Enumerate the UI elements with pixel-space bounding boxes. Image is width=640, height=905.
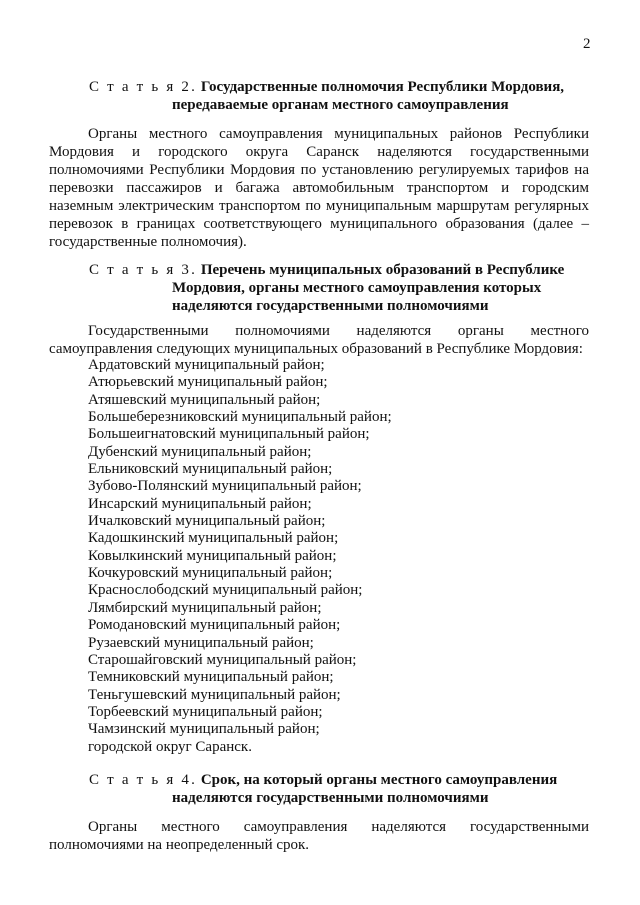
article-4-paragraph — [49, 818, 589, 854]
district-list-item: Лямбирский муниципальный район; — [88, 599, 322, 616]
article-4-label: С т а т ь я 4. — [89, 772, 198, 788]
district-list-item: Краснослободский муниципальный район; — [88, 582, 363, 599]
district-list-item: Большеигнатовский муниципальный район; — [88, 426, 370, 443]
article-3-intro-line1: Государственными полномочиями наделяются органы местного — [88, 323, 589, 339]
article-4-title-line1: Срок, на который органы местного самоуправления — [200, 772, 558, 788]
district-list-item: Атяшевский муниципальный район; — [88, 391, 321, 408]
district-list-item: Ичалковский муниципальный район; — [88, 513, 326, 530]
district-list-item: Дубенский муниципальный район; — [88, 443, 312, 460]
page-number: 2 — [583, 36, 591, 52]
article-2-body: Органы местного самоуправления муниципальных районов Республики Мордовия и городского округа Саранск наделяются государственными полномочиями Республики Мордовия по установлению регулируемых тарифов на перевозки пассажиров и багажа автомобильным транспортом и городским наземным электрическим транспортом по муниципальным маршрутам регулярных перевозок в границах соответствующего муниципального образования (далее – государственные полномочия). — [49, 126, 589, 250]
article-2-heading — [89, 78, 564, 96]
article-2-paragraph — [49, 125, 589, 251]
article-4-body-line2: полномочиями на неопределенный срок. — [49, 837, 310, 853]
district-list-item: Торбеевский муниципальный район; — [88, 703, 323, 720]
district-list-item: Рузаевский муниципальный район; — [88, 634, 314, 651]
article-3-heading — [89, 261, 564, 279]
district-list-item: Ельниковский муниципальный район; — [88, 461, 333, 478]
district-list-item: Ковылкинский муниципальный район; — [88, 547, 337, 564]
district-list-item: Темниковский муниципальный район; — [88, 669, 334, 686]
district-list-item: Старошайговский муниципальный район; — [88, 651, 357, 668]
district-list-item: Зубово-Полянский муниципальный район; — [88, 478, 362, 495]
district-list-item: Ромодановский муниципальный район; — [88, 617, 341, 634]
article-2-title-line1: Государственные полномочия Республики Мордовия, — [200, 79, 565, 95]
article-4-title-line2: наделяются государственными полномочиями — [172, 790, 489, 806]
district-list-item: Чамзинский муниципальный район; — [88, 721, 320, 738]
district-list-item: Инсарский муниципальный район; — [88, 495, 312, 512]
article-2-title-line2: передаваемые органам местного самоуправления — [172, 97, 509, 113]
district-list — [88, 357, 392, 756]
article-2-label: С т а т ь я 2. — [89, 79, 198, 95]
district-list-item: Ардатовский муниципальный район; — [88, 357, 325, 373]
article-3-intro-line2: самоуправления следующих муниципальных образований в Республике Мордовия: — [49, 341, 583, 357]
district-list-item: Теньгушевский муниципальный район; — [88, 686, 341, 703]
district-list-item: Большеберезниковский муниципальный район; — [88, 409, 392, 426]
article-3-title-line1: Перечень муниципальных образований в Республике — [200, 262, 565, 278]
district-list-item: городской округ Саранск. — [88, 738, 252, 755]
article-4-heading — [89, 771, 557, 789]
district-list-item: Кочкуровский муниципальный район; — [88, 565, 333, 582]
district-list-item: Кадошкинский муниципальный район; — [88, 530, 339, 547]
article-3-label: С т а т ь я 3. — [89, 262, 198, 278]
district-list-item: Атюрьевский муниципальный район; — [88, 374, 328, 391]
article-3-title-line3: наделяются государственными полномочиями — [172, 298, 489, 314]
article-4-body-line1: Органы местного самоуправления наделяются государственными — [88, 819, 589, 835]
article-3-title-line2: Мордовия, органы местного самоуправления которых — [172, 280, 542, 296]
article-3-intro — [49, 322, 589, 358]
